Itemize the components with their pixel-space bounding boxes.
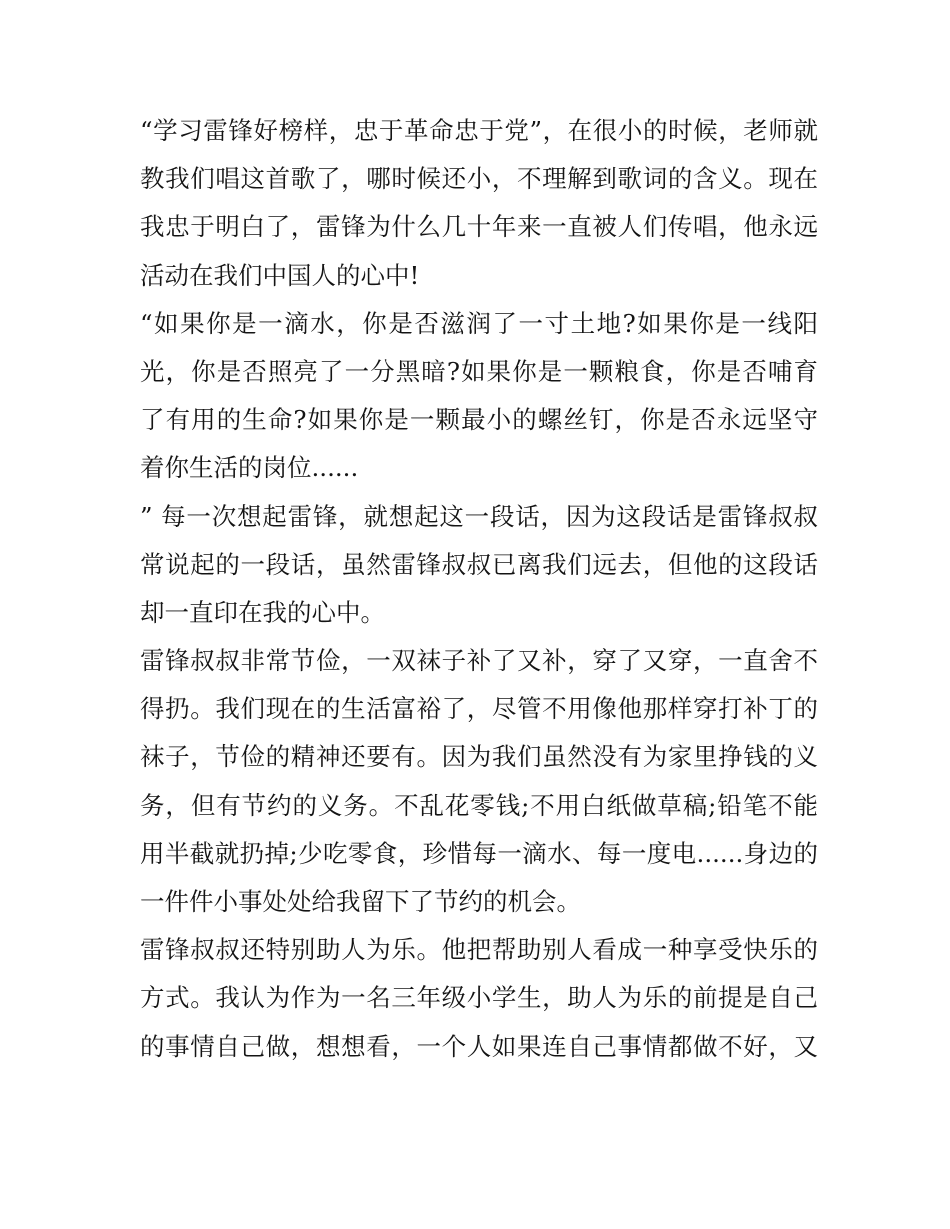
document-body xyxy=(140,107,818,1071)
text-line: 雷锋叔叔还特别助人为乐。他把帮助别人看成一种享受快乐的 xyxy=(140,935,818,965)
paragraph-2 xyxy=(140,300,818,493)
text-line: “如果你是一滴水，你是否滋润了一寸土地?如果你是一线阳 xyxy=(140,308,818,338)
text-line: 得扔。我们现在的生活富裕了，尽管不用像他那样穿打补丁的 xyxy=(140,694,818,724)
text-line: 用半截就扔掉;少吃零食，珍惜每一滴水、每一度电......身边的 xyxy=(140,838,818,868)
paragraph-5 xyxy=(140,926,818,1071)
text-line: 一件件小事处处给我留下了节约的机会。 xyxy=(140,887,581,916)
paragraph-1 xyxy=(140,107,818,300)
text-line: 着你生活的岗位...... xyxy=(140,453,359,483)
text-line: 活动在我们中国人的心中! xyxy=(140,260,420,290)
text-line: 袜子，节俭的精神还要有。因为我们虽然没有为家里挣钱的义 xyxy=(140,742,818,772)
text-line: 的事情自己做，想想看，一个人如果连自己事情都做不好，又 xyxy=(140,1031,818,1061)
text-line: 务，但有节约的义务。不乱花零钱;不用白纸做草稿;铅笔不能 xyxy=(140,790,818,820)
text-line: 却一直印在我的心中。 xyxy=(140,597,385,627)
text-line: 常说起的一段话，虽然雷锋叔叔已离我们远去，但他的这段话 xyxy=(140,549,818,579)
text-line: 光，你是否照亮了一分黑暗?如果你是一颗粮食，你是否哺育 xyxy=(140,356,818,386)
text-line: 教我们唱这首歌了，哪时候还小，不理解到歌词的含义。现在 xyxy=(140,164,818,194)
text-line: 方式。我认为作为一名三年级小学生，助人为乐的前提是自己 xyxy=(140,983,818,1013)
text-line: ” 每一次想起雷锋，就想起这一段话，因为这段话是雷锋叔叔 xyxy=(140,501,818,531)
paragraph-4 xyxy=(140,637,818,926)
text-line: 我忠于明白了，雷锋为什么几十年来一直被人们传唱，他永远 xyxy=(140,212,818,242)
text-line: “学习雷锋好榜样，忠于革命忠于党”，在很小的时候，老师就 xyxy=(140,116,818,145)
paragraph-3 xyxy=(140,493,818,638)
text-line: 雷锋叔叔非常节俭，一双袜子补了又补，穿了又穿，一直舍不 xyxy=(140,646,818,676)
text-line: 了有用的生命?如果你是一颗最小的螺丝钉，你是否永远坚守 xyxy=(140,405,818,435)
